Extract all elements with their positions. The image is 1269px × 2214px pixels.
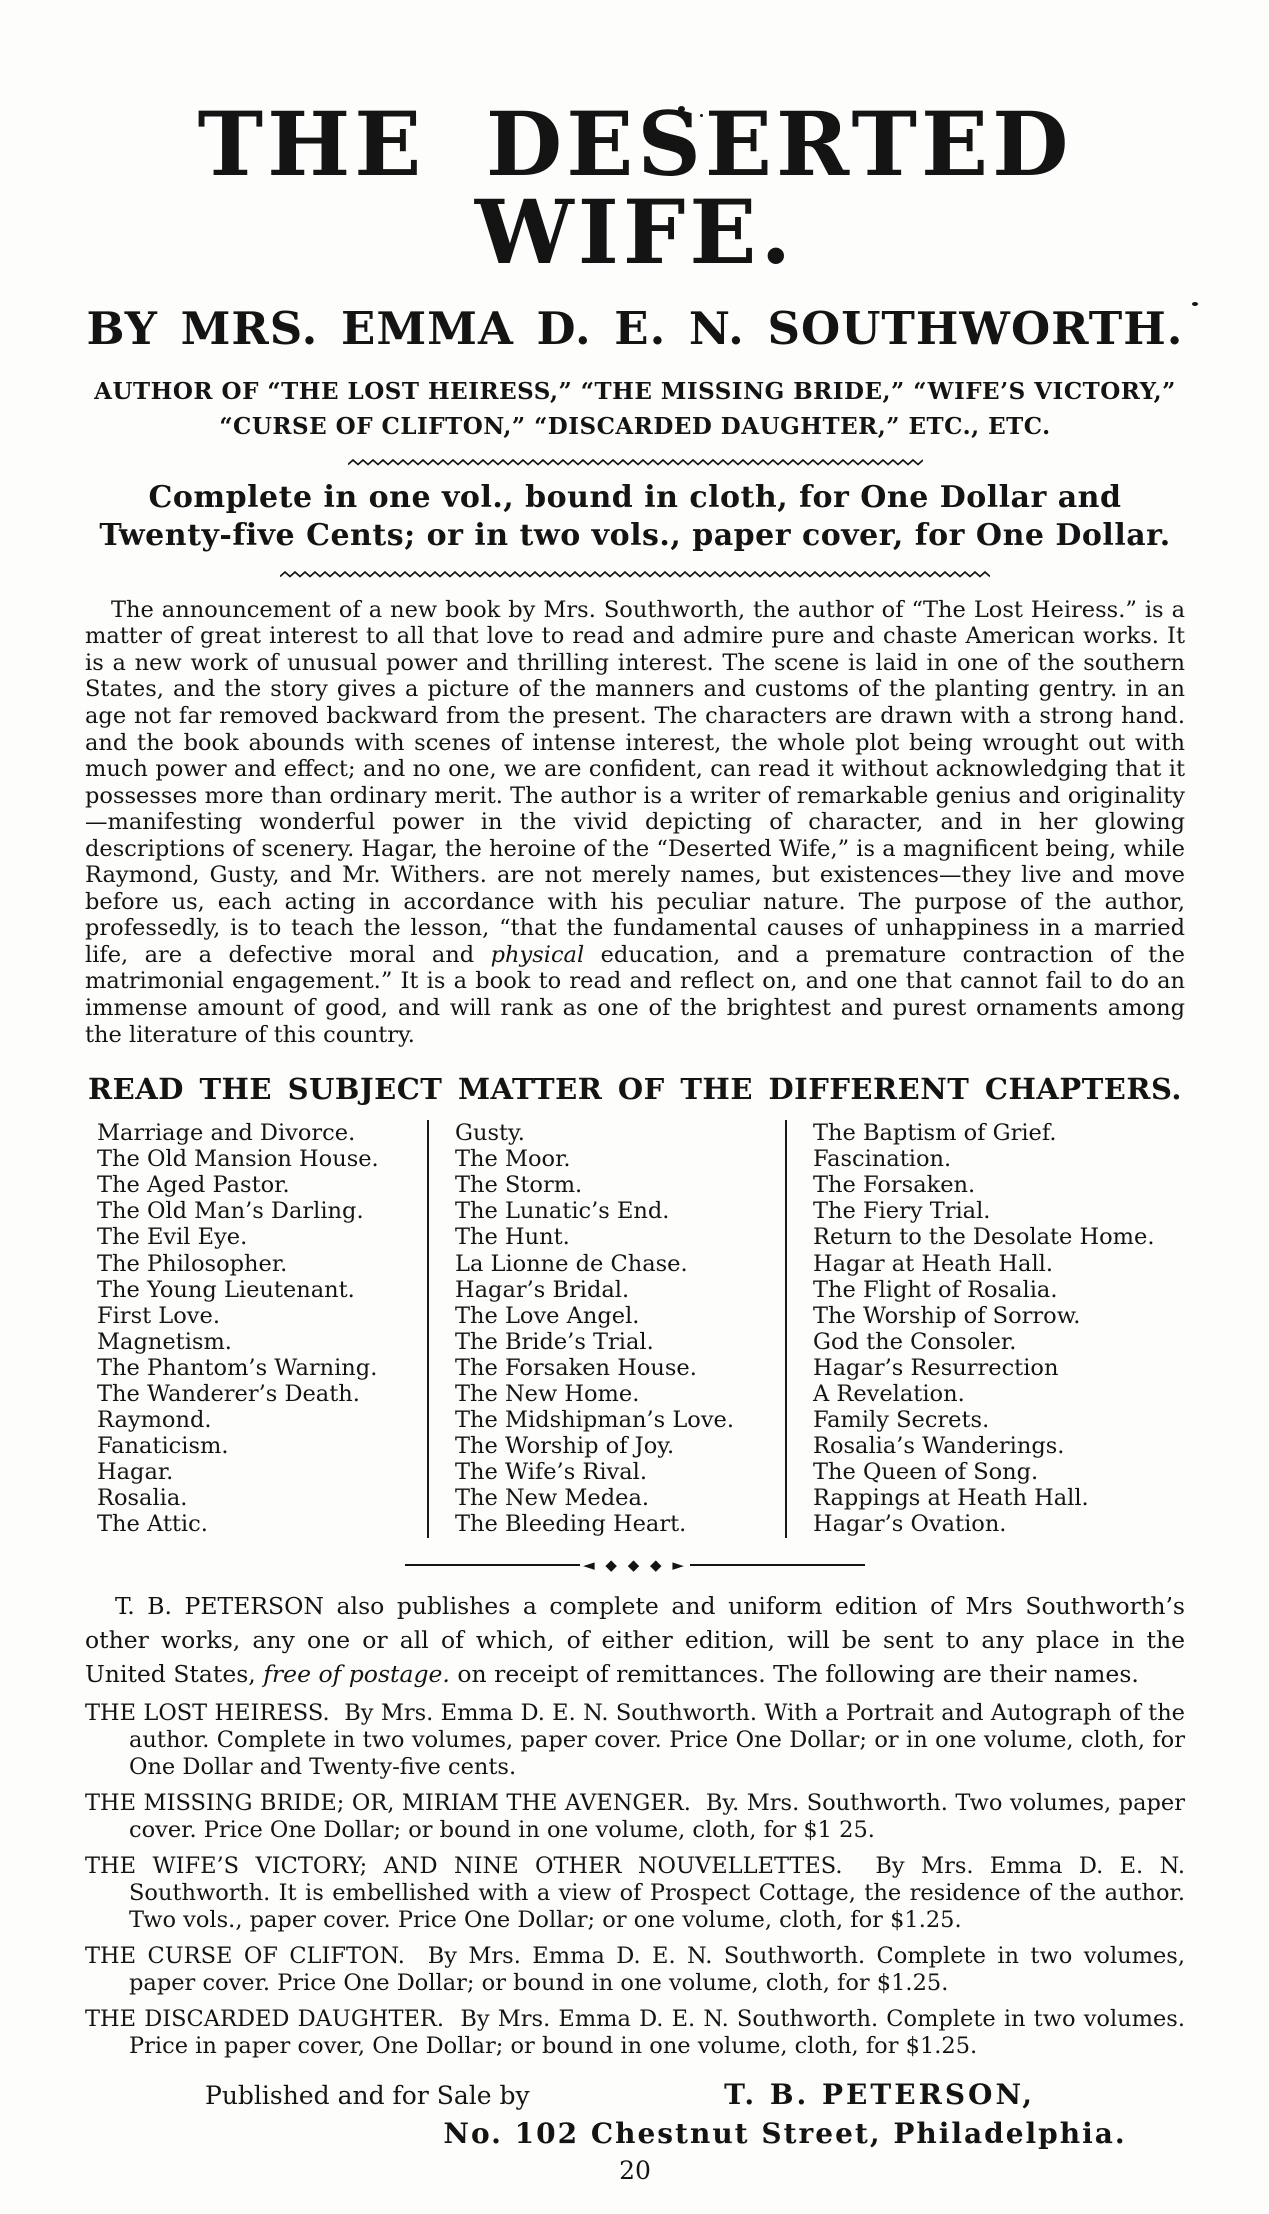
chapter-item: Marriage and Divorce. xyxy=(97,1120,356,1147)
author-credit-line-1: AUTHOR OF “THE LOST HEIRESS,” “THE MISSING BRIDE,” “WIFE’S VICTORY,” xyxy=(94,378,1176,405)
page-title: THE DESERTED WIFE. xyxy=(197,92,1073,284)
book-entry xyxy=(85,1853,1185,1934)
divider-line-left xyxy=(405,1564,580,1566)
chapter-item: The Moor. xyxy=(455,1146,571,1173)
divider-line-right xyxy=(690,1564,865,1566)
chapter-item: Hagar’s Ovation. xyxy=(813,1511,1007,1538)
publisher-text-2: on receipt of remittances. The following are their names. xyxy=(449,1660,1139,1689)
chapter-item: Hagar’s Bridal. xyxy=(455,1276,630,1303)
chapter-item: The Phantom’s Warning. xyxy=(97,1354,378,1381)
publisher-italic: free of postage. xyxy=(263,1660,450,1689)
ink-speck xyxy=(1192,302,1198,306)
book-title: THE CURSE OF CLIFTON. xyxy=(85,1943,405,1970)
chapters-heading: READ THE SUBJECT MATTER OF THE DIFFERENT CHAPTERS. xyxy=(88,1072,1182,1107)
chapter-item: The Bleeding Heart. xyxy=(455,1511,687,1538)
book-entry xyxy=(85,1943,1185,1997)
chapter-item: The Old Mansion House. xyxy=(97,1146,379,1173)
chapter-item: Hagar’s Resurrection xyxy=(813,1354,1059,1381)
review-italic: physical xyxy=(490,941,585,968)
chapter-item: Family Secrets. xyxy=(813,1407,990,1434)
book-entry xyxy=(85,2006,1185,2060)
chapter-item: Gusty. xyxy=(455,1120,525,1147)
chapter-column-1 xyxy=(85,1120,427,1538)
chapter-item: The New Medea. xyxy=(455,1485,650,1512)
review-paragraph xyxy=(85,597,1185,1048)
chapter-item: Fascination. xyxy=(813,1146,952,1173)
book-title: THE DISCARDED DAUGHTER. xyxy=(85,2006,444,2033)
chapter-item: The Worship of Sorrow. xyxy=(813,1302,1081,1329)
publisher-name: T. B. PETERSON, xyxy=(724,2078,1035,2112)
author-credits xyxy=(85,375,1185,444)
section-divider xyxy=(405,1555,865,1574)
chapter-item: The Forsaken House. xyxy=(455,1354,697,1381)
wavy-rule-top xyxy=(348,458,923,467)
chapter-item: The Midshipman’s Love. xyxy=(455,1407,734,1434)
chapter-item: The Hunt. xyxy=(455,1224,570,1251)
chapter-item: Hagar. xyxy=(97,1459,174,1486)
chapter-column-3 xyxy=(785,1120,1185,1538)
chapter-item: The Aged Pastor. xyxy=(97,1172,290,1199)
chapter-item: Hagar at Heath Hall. xyxy=(813,1250,1053,1277)
published-by-label: Published and for Sale by xyxy=(205,2081,530,2111)
footer xyxy=(85,2078,1185,2111)
chapter-item: Raymond. xyxy=(97,1407,212,1434)
chapter-item: The Forsaken. xyxy=(813,1172,976,1199)
book-description: By Mrs. Emma D. E. N. Southworth. Complete in two volumes, paper cover. Price One Dollar; or bound in one volume, cloth, for $1.25. xyxy=(129,1943,1185,1997)
book-description: By. Mrs. Southworth. Two volumes, paper cover. Price One Dollar; or bound in one volume, cloth, for $1 25. xyxy=(129,1790,1185,1844)
wavy-rule-bottom xyxy=(280,570,990,579)
chapter-item: The Wanderer’s Death. xyxy=(97,1381,360,1408)
chapter-item: The Young Lieutenant. xyxy=(97,1276,355,1303)
review-text-1: The announcement of a new book by Mrs. Southworth, the author of “The Lost Heiress.” is a matter of great interest to all that love to read and admire pure and chaste American works. It is a new work of unusual power and thrilling interest. The scene is laid in one of the southern States, and the story gives a picture of the manners and customs of the planting gentry. in an age not far removed backward from the present. The characters are drawn with a strong hand. and the book abounds with scenes of intense interest, the whole plot being wrought out with much power and effect; and no one, we are confident, can read it without acknowledging that it possesses more than ordinary merit. The author is a writer of remarkable genius and originality—manifesting wonderful power in the vivid depicting of character, and in her glowing descriptions of scenery. Hagar, the heroine of the “Deserted Wife,” is a magnificent being, while Raymond, Gusty, and Mr. Withers. are not merely names, but existences—they live and move before us, each acting in accordance with his peculiar nature. The purpose of the author, professedly, is to teach the lesson, “that the fundamental causes of unhappiness in a married life, are a defective moral and xyxy=(85,596,1185,968)
book-list xyxy=(85,1700,1185,2060)
price-statement: Complete in one vol., bound in cloth, for One Dollar and Twenty-five Cents; or in two vols., paper cover, for One Dollar. xyxy=(99,480,1171,554)
chapter-item: God the Consoler. xyxy=(813,1328,1017,1355)
chapter-item: Return to the Desolate Home. xyxy=(813,1224,1155,1251)
chapter-item: The Bride’s Trial. xyxy=(455,1328,654,1355)
divider-ornament-icon: ◄ ◆ ◆ ◆ ► xyxy=(583,1555,687,1574)
chapter-item: Fanaticism. xyxy=(97,1433,229,1460)
chapter-item: The New Home. xyxy=(455,1381,640,1408)
chapter-item: A Revelation. xyxy=(813,1381,965,1408)
chapter-item: The Worship of Joy. xyxy=(455,1433,675,1460)
chapter-item: The Love Angel. xyxy=(455,1302,640,1329)
chapter-item: Rosalia’s Wanderings. xyxy=(813,1433,1065,1460)
chapter-item: The Old Man’s Darling. xyxy=(97,1198,364,1225)
book-description: By Mrs. Emma D. E. N. Southworth. It is embellished with a view of Prospect Cottage, the residence of the author. Two vols., paper cover. Price One Dollar; or one volume, cloth, for $1.25. xyxy=(129,1853,1185,1934)
chapter-item: The Baptism of Grief. xyxy=(813,1120,1057,1147)
chapter-item: First Love. xyxy=(97,1302,220,1329)
chapter-item: The Lunatic’s End. xyxy=(455,1198,670,1225)
chapter-item: Magnetism. xyxy=(97,1328,232,1355)
chapter-item: The Philosopher. xyxy=(97,1250,288,1277)
book-description: By Mrs. Emma D. E. N. Southworth. Complete in two volumes. Price in paper cover, One Dollar; or bound in one volume, cloth, for $1.25. xyxy=(129,2006,1185,2060)
chapter-item: The Flight of Rosalia. xyxy=(813,1276,1058,1303)
book-description: By Mrs. Emma D. E. N. Southworth. With a Portrait and Autograph of the author. Complete in two volumes, paper cover. Price One Dollar; or in one volume, cloth, for One Dollar and Twenty-five cents. xyxy=(129,1700,1185,1781)
chapter-columns xyxy=(85,1120,1185,1538)
book-title: THE LOST HEIRESS. xyxy=(85,1700,330,1727)
publisher-text-1: T. B. PETERSON also publishes a complete and uniform edition of Mrs Southworth’s other works, any one or all of which, of either edition, will be sent to any place in the United States, xyxy=(85,1591,1185,1689)
chapter-item: The Storm. xyxy=(455,1172,583,1199)
advertisement-page xyxy=(85,92,1185,2186)
chapter-item: The Wife’s Rival. xyxy=(455,1459,647,1486)
publisher-paragraph xyxy=(85,1589,1185,1692)
review-text-2: education, and a premature contraction of the matrimonial engagement.” It is a book to read and reflect on, and one that cannot fail to do an immense amount of good, and will rank as one of the brightest and purest ornaments among the literature of this country. xyxy=(85,941,1185,1048)
chapter-column-2 xyxy=(427,1120,785,1538)
book-entry xyxy=(85,1700,1185,1781)
chapter-item: The Evil Eye. xyxy=(97,1224,248,1251)
book-entry xyxy=(85,1790,1185,1844)
chapter-item: The Queen of Song. xyxy=(813,1459,1039,1486)
chapter-item: Rappings at Heath Hall. xyxy=(813,1485,1089,1512)
book-title: THE MISSING BRIDE; OR, MIRIAM THE AVENGER. xyxy=(85,1790,691,1817)
publisher-address: No. 102 Chestnut Street, Philadelphia. xyxy=(443,2117,1127,2151)
author-credit-line-2: “CURSE OF CLIFTON,” “DISCARDED DAUGHTER,” ETC., ETC. xyxy=(219,412,1051,440)
chapter-item: Rosalia. xyxy=(97,1485,188,1512)
page-number: 20 xyxy=(619,2156,651,2186)
chapter-item: The Attic. xyxy=(97,1511,208,1538)
chapter-item: La Lionne de Chase. xyxy=(455,1250,688,1277)
chapter-item: The Fiery Trial. xyxy=(813,1198,991,1225)
book-title: THE WIFE’S VICTORY; AND NINE OTHER NOUVELLETTES. xyxy=(85,1853,843,1880)
byline: BY MRS. EMMA D. E. N. SOUTHWORTH. xyxy=(86,302,1184,355)
